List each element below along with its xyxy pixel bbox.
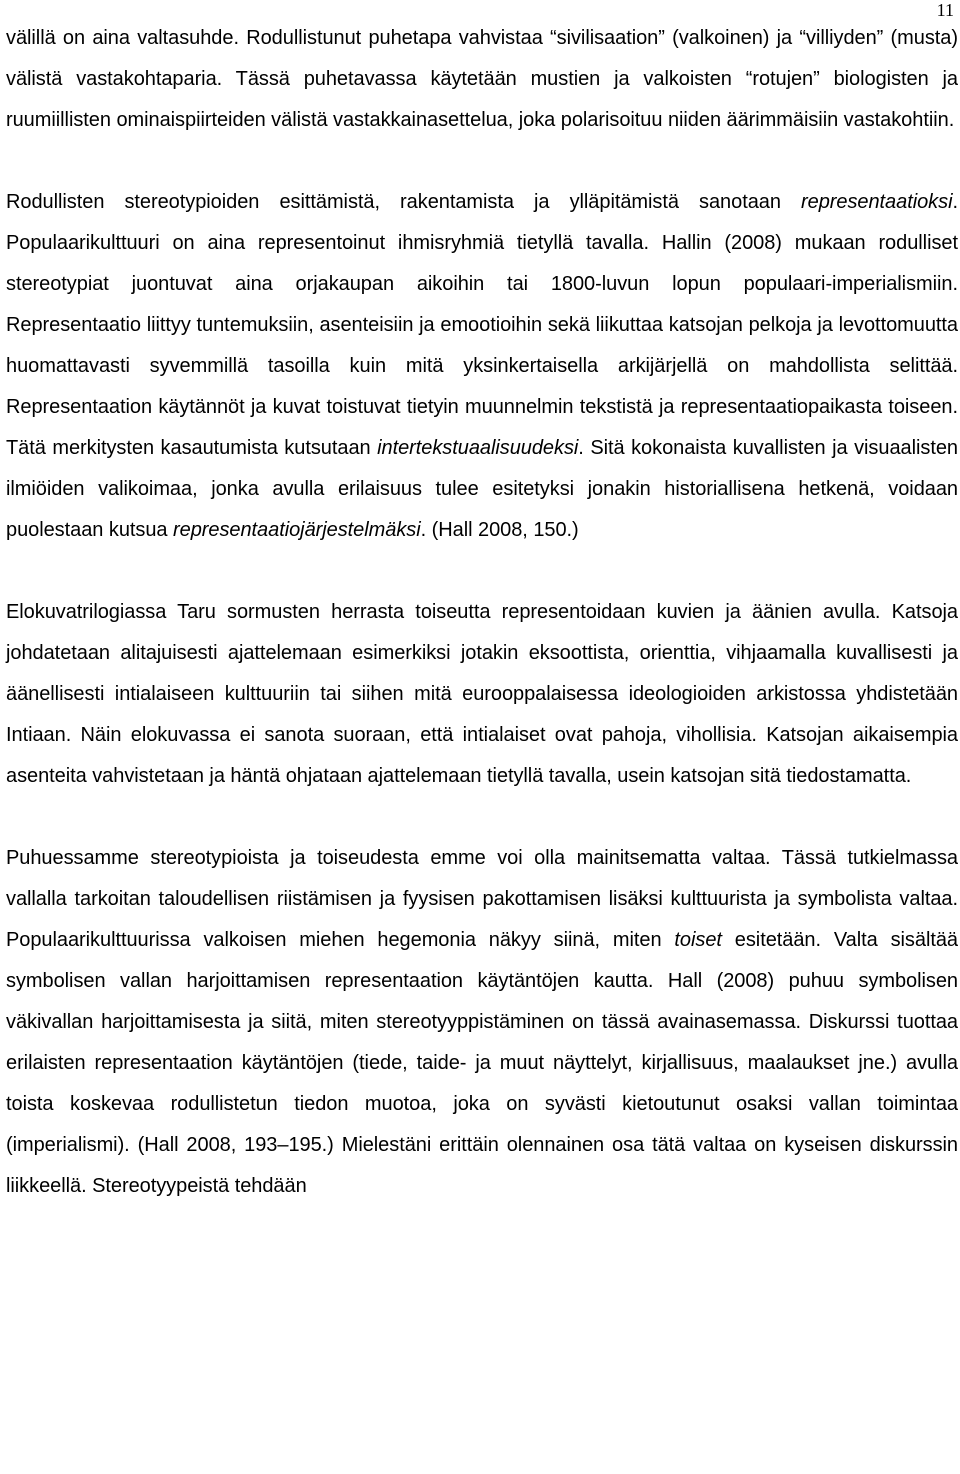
text-run: . Populaarikulttuuri on aina representoinut ihmisryhmiä tietyllä tavalla. Hallin (2008) mukaan rodulliset stereotypiat juontuvat aina orjakaupan aikoihin tai 1800-luvun lopun populaari-imperialismiin. Representaatio liittyy tuntemuksiin, asenteisiin ja emootioihin sekä liikuttaa katsojan pelkoja ja levottomuutta huomattavasti syvemmillä tasoilla kuin mitä yksinkertaisella arkijärjellä on mahdollista selittää. Representaation käytännöt ja kuvat toistuvat tietyin muunnelmin tekstistä ja representaatiopaikasta toiseen. Tätä merkitysten kasautumista kutsutaan — [6, 191, 958, 459]
paragraph-2 — [6, 182, 958, 551]
text-run: . Sitä kokonaista kuvallisten ja visuaalisten ilmiöiden valikoimaa, jonka avulla erilaisuus tulee esitetyksi jonakin historiallisena hetkenä, voidaan puolestaan kutsua — [6, 437, 958, 541]
italic-term: toiset — [674, 929, 722, 951]
text-run: Elokuvatrilogiassa Taru sormusten herrasta toiseutta representoidaan kuvien ja äänien avulla. Katsoja johdatetaan alitajuisesti ajattelemaan esimerkiksi jotakin eksoottista, orienttia, vihjaamalla kuvallisesti ja äänellisesti intialaiseen kulttuuriin tai siihen mitä eurooppalaisessa ideologioiden arkistossa yhdistetään Intiaan. Näin elokuvassa ei sanota suoraan, että intialaiset ovat pahoja, vihollisia. Katsojan aikaisempia asenteita vahvistetaan ja häntä ohjataan ajattelemaan tietyllä tavalla, usein katsojan sitä tiedostamatta. — [6, 601, 958, 787]
paragraph-3 — [6, 592, 958, 797]
text-run: välillä on aina valtasuhde. Rodullistunut puhetapa vahvistaa “sivilisaation” (valkoinen) ja “villiyden” (musta) välistä vastakohtaparia. Tässä puhetavassa käytetään mustien ja valkoisten “rotujen” biologisten ja ruumiillisten ominaispiirteiden välistä vastakkainasettelua, joka polarisoituu niiden äärimmäisiin vastakohtiin. — [6, 27, 958, 131]
paragraph-1 — [6, 18, 958, 141]
italic-term: intertekstuaalisuudeksi — [377, 437, 579, 459]
italic-term: representaatioksi — [801, 191, 953, 213]
text-run: Rodullisten stereotypioiden esittämistä, rakentamista ja ylläpitämistä sanotaan — [6, 191, 802, 213]
text-run: . (Hall 2008, 150.) — [420, 519, 579, 541]
page-number: 11 — [936, 0, 954, 20]
text-run: esitetään. Valta sisältää symbolisen vallan harjoittamisen representaation käytäntöjen kautta. Hall (2008) puhuu symbolisen väkivallan harjoittamisesta ja siitä, miten stereotyyppistäminen on tässä avainasemassa. Diskurssi tuottaa erilaisten representaation käytäntöjen (tiede, taide- ja muut näyttelyt, kirjallisuus, maalaukset jne.) avulla toista koskevaa rodullistetun tiedon muotoa, joka on syvästi kietoutunut osaksi vallan toimintaa (imperialismi). (Hall 2008, 193–195.) Mielestäni erittäin olennainen osa tätä valtaa on kyseisen diskurssin liikkeellä. Stereotyypeistä tehdään — [6, 929, 958, 1197]
italic-term: representaatiojärjestelmäksi — [173, 519, 421, 541]
text-run: Puhuessamme stereotypioista ja toiseudesta emme voi olla mainitsematta valtaa. Tässä tutkielmassa vallalla tarkoitan taloudellisen riistämisen ja fyysisen pakottamisen lisäksi kulttuurista ja symbolista valtaa. Populaarikulttuurissa valkoisen miehen hegemonia näkyy siinä, miten — [6, 847, 958, 951]
document-body — [6, 18, 958, 1207]
paragraph-4 — [6, 838, 958, 1207]
